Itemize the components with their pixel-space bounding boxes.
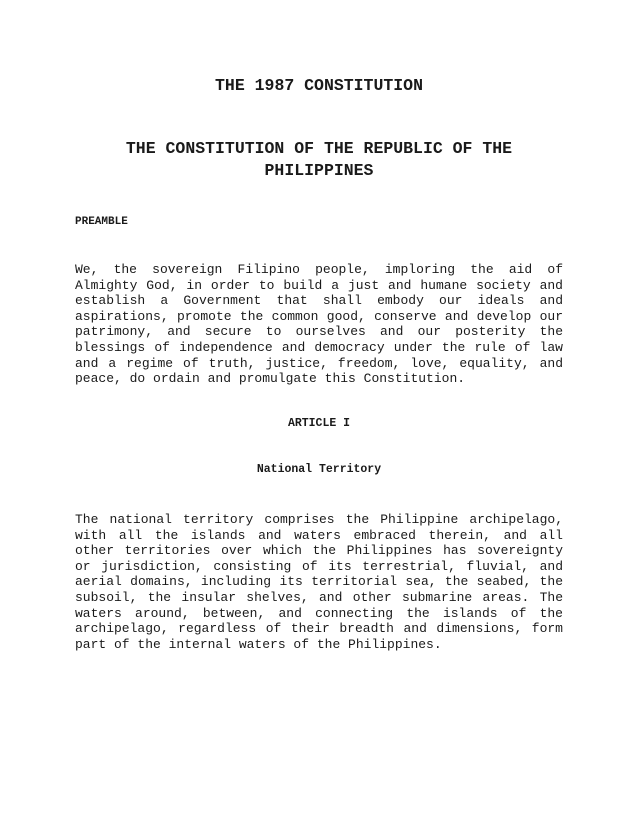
preamble-heading: PREAMBLE [75,216,128,228]
document-title: THE 1987 CONSTITUTION [215,76,423,95]
article-title: National Territory [256,463,382,476]
document-subtitle: THE CONSTITUTION OF THE REPUBLIC OF THE PHILIPPINES [125,139,513,180]
article-heading: ARTICLE I [287,417,351,430]
national-territory-text: The national territory comprises the Philippine archipelago, with all the islands and waters embraced therein, and all other territories over which the Philippines has sovereignty or jurisdiction, consisting of its terrestrial, fluvial, and aerial domains, including its territorial sea, the seabed, the subsoil, the insular shelves, and other submarine areas. The waters around, between, and connecting the islands of the archipelago, regardless of their breadth and dimensions, form part of the internal waters of the Philippines. [75,512,563,652]
preamble-text: We, the sovereign Filipino people, imploring the aid of Almighty God, in order to build a just and humane society and establish a Government that shall embody our ideals and aspirations, promote the common good, conserve and develop our patrimony, and secure to ourselves and our posterity the blessings of independence and democracy under the rule of law and a regime of truth, justice, freedom, love, equality, and peace, do ordain and promulgate this Constitution. [75,262,563,387]
